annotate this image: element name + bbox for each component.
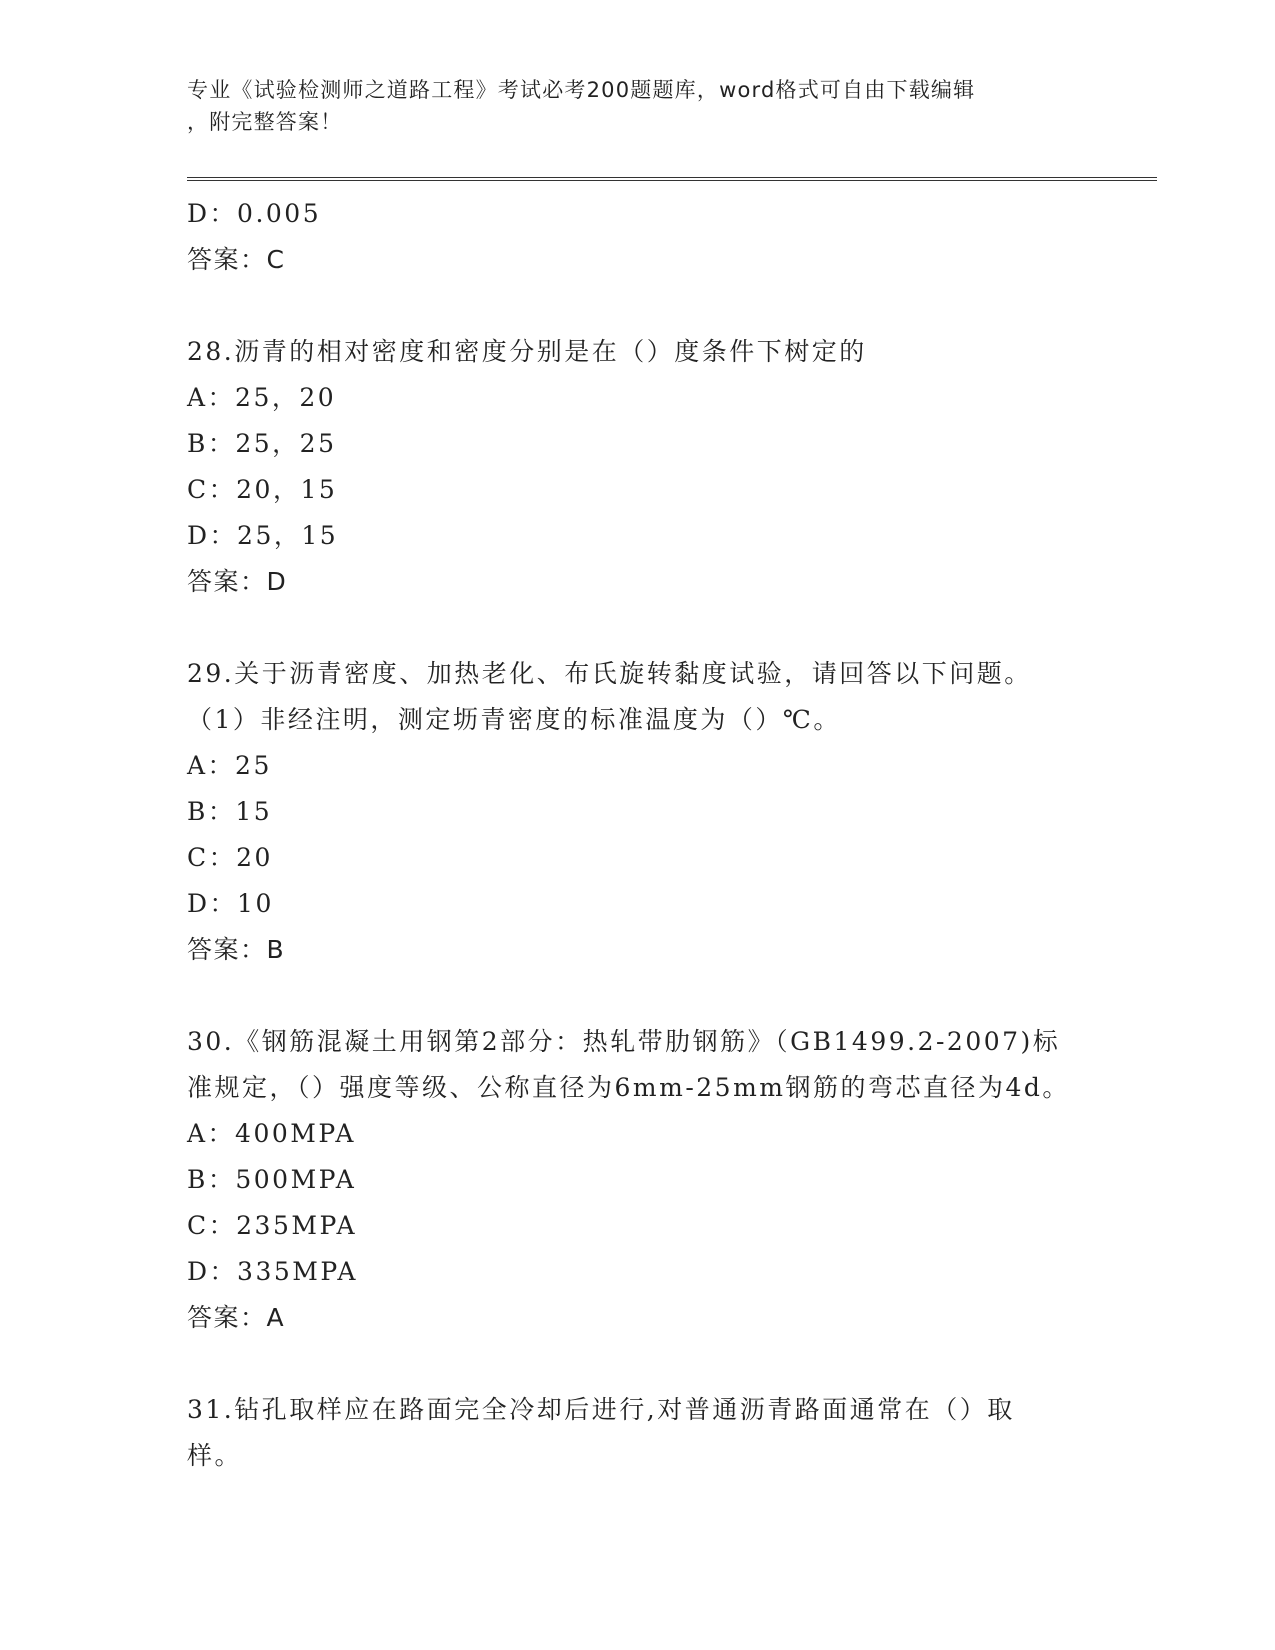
option-d: D：25，15: [187, 521, 339, 550]
header-title-line1: 专业《试验检测师之道路工程》考试必考200题题库，word格式可自由下载编辑: [187, 78, 976, 102]
answer: 答案：B: [187, 935, 286, 964]
option-c: C：20，15: [187, 475, 338, 504]
option-c: C：20: [187, 843, 273, 872]
question-content: [187, 191, 1087, 1479]
option-a: A：25，20: [187, 383, 337, 412]
question-stem-line2: （1）非经注明，测定坜青密度的标准温度为（）℃。: [187, 705, 841, 734]
answer: 答案：D: [187, 567, 288, 596]
spacer: [187, 973, 1087, 1019]
spacer: [187, 283, 1087, 329]
question-30: [187, 1019, 1087, 1341]
answer: 答案：A: [187, 1303, 286, 1332]
option-d: D：10: [187, 889, 274, 918]
option-b: B：500MPA: [187, 1165, 357, 1194]
question-29: [187, 651, 1087, 973]
option-a: A：400MPA: [187, 1119, 356, 1148]
spacer: [187, 1341, 1087, 1387]
question-stem-line2: 样。: [187, 1441, 243, 1470]
question-28: [187, 329, 1087, 605]
question-stem-line1: 29.关于沥青密度、加热老化、布氏旋转黏度试验，请回答以下问题。: [187, 659, 1032, 688]
header-title-line2: ，附完整答案！: [187, 110, 343, 134]
option-c: C：235MPA: [187, 1211, 358, 1240]
prev-answer: 答案：C: [187, 245, 286, 274]
option-b: B：15: [187, 797, 273, 826]
prev-option-d: D：0.005: [187, 199, 322, 228]
question-stem-line1: 31.钻孔取样应在路面完全冷却后进行,对普通沥青路面通常在（）取: [187, 1395, 1015, 1424]
spacer: [187, 605, 1087, 651]
option-d: D：335MPA: [187, 1257, 358, 1286]
question-31: [187, 1387, 1087, 1479]
option-a: A：25: [187, 751, 272, 780]
question-stem-line1: 30.《钢筋混凝土用钢第2部分：热轧带肋钢筋》（GB1499.2-2007)标: [187, 1027, 1061, 1056]
document-header: [187, 74, 1067, 138]
question-stem: 28.沥青的相对密度和密度分别是在（）度条件下树定的: [187, 337, 867, 366]
question-stem-line2: 准规定，（）强度等级、公称直径为6mm-25mm钢筋的弯芯直径为4d。: [187, 1073, 1070, 1102]
header-divider: [187, 177, 1157, 181]
option-b: B：25，25: [187, 429, 337, 458]
